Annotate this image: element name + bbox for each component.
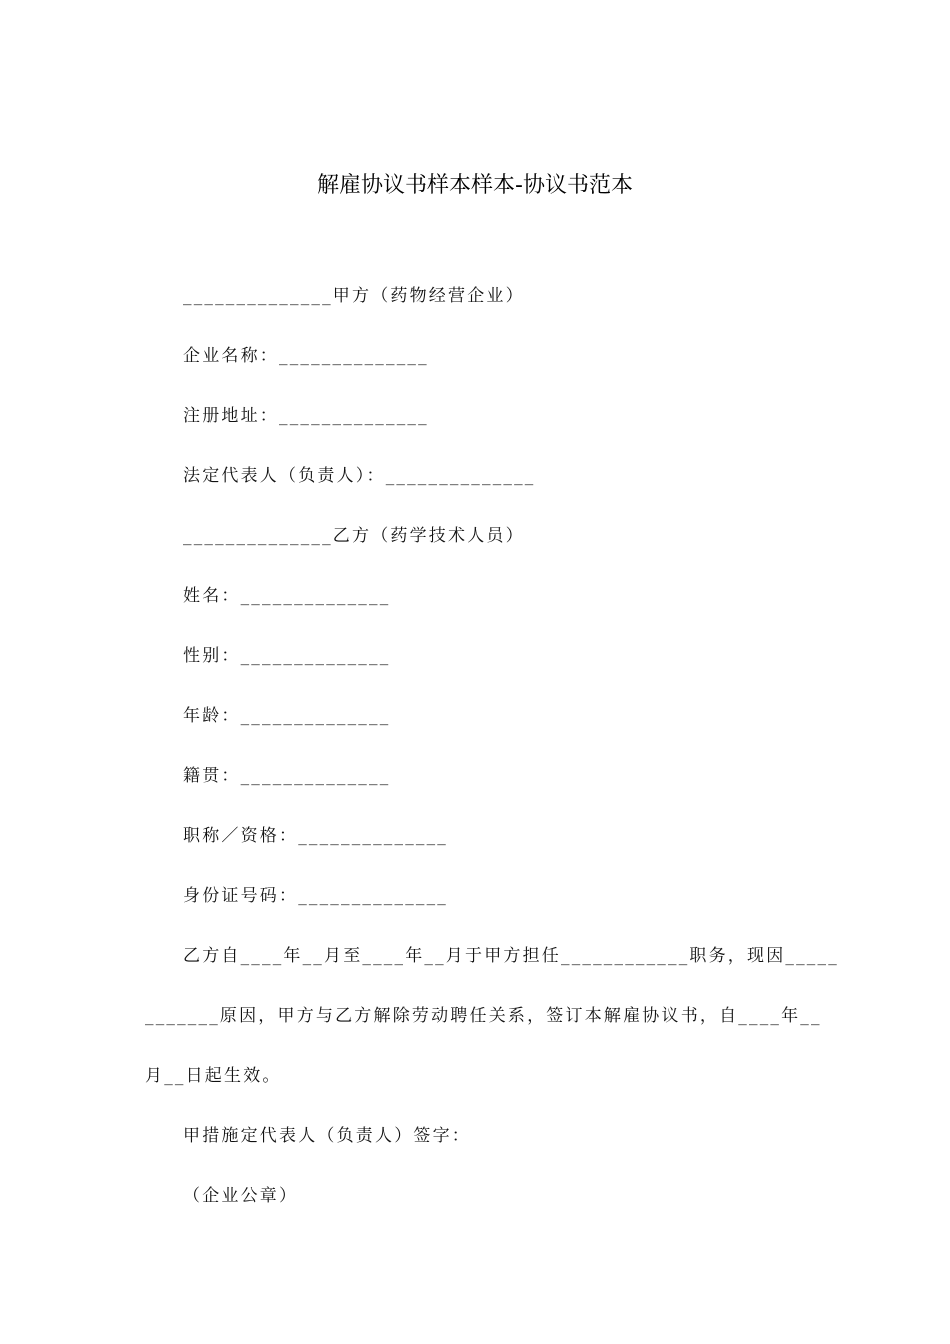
document-title: 解雇协议书样本样本-协议书范本 [317, 173, 633, 198]
native-place-line: 籍贯：______________ [183, 766, 391, 786]
body-paragraph-line-1: 乙方自____年__月至____年__月于甲方担任____________职务，现因_____ [183, 946, 839, 966]
legal-representative-line: 法定代表人（负责人）：______________ [183, 466, 536, 486]
company-seal-line: （企业公章） [183, 1186, 299, 1206]
registered-address-line: 注册地址：______________ [183, 406, 429, 426]
id-number-line: 身份证号码：______________ [183, 886, 448, 906]
signature-line: 甲措施定代表人（负责人）签字： [183, 1126, 471, 1146]
name-line: 姓名：______________ [183, 586, 391, 606]
title-qualification-line: 职称／资格：______________ [183, 826, 448, 846]
body-paragraph-line-3: 月__日起生效。 [145, 1066, 282, 1086]
gender-line: 性别：______________ [183, 646, 391, 666]
age-line: 年龄：______________ [183, 706, 391, 726]
party-a-heading: ______________甲方（药物经营企业） [183, 286, 525, 306]
party-b-heading: ______________乙方（药学技术人员） [183, 526, 525, 546]
body-paragraph-line-2: _______原因，甲方与乙方解除劳动聘任关系，签订本解雇协议书，自____年__ [145, 1006, 822, 1026]
company-name-line: 企业名称：______________ [183, 346, 429, 366]
